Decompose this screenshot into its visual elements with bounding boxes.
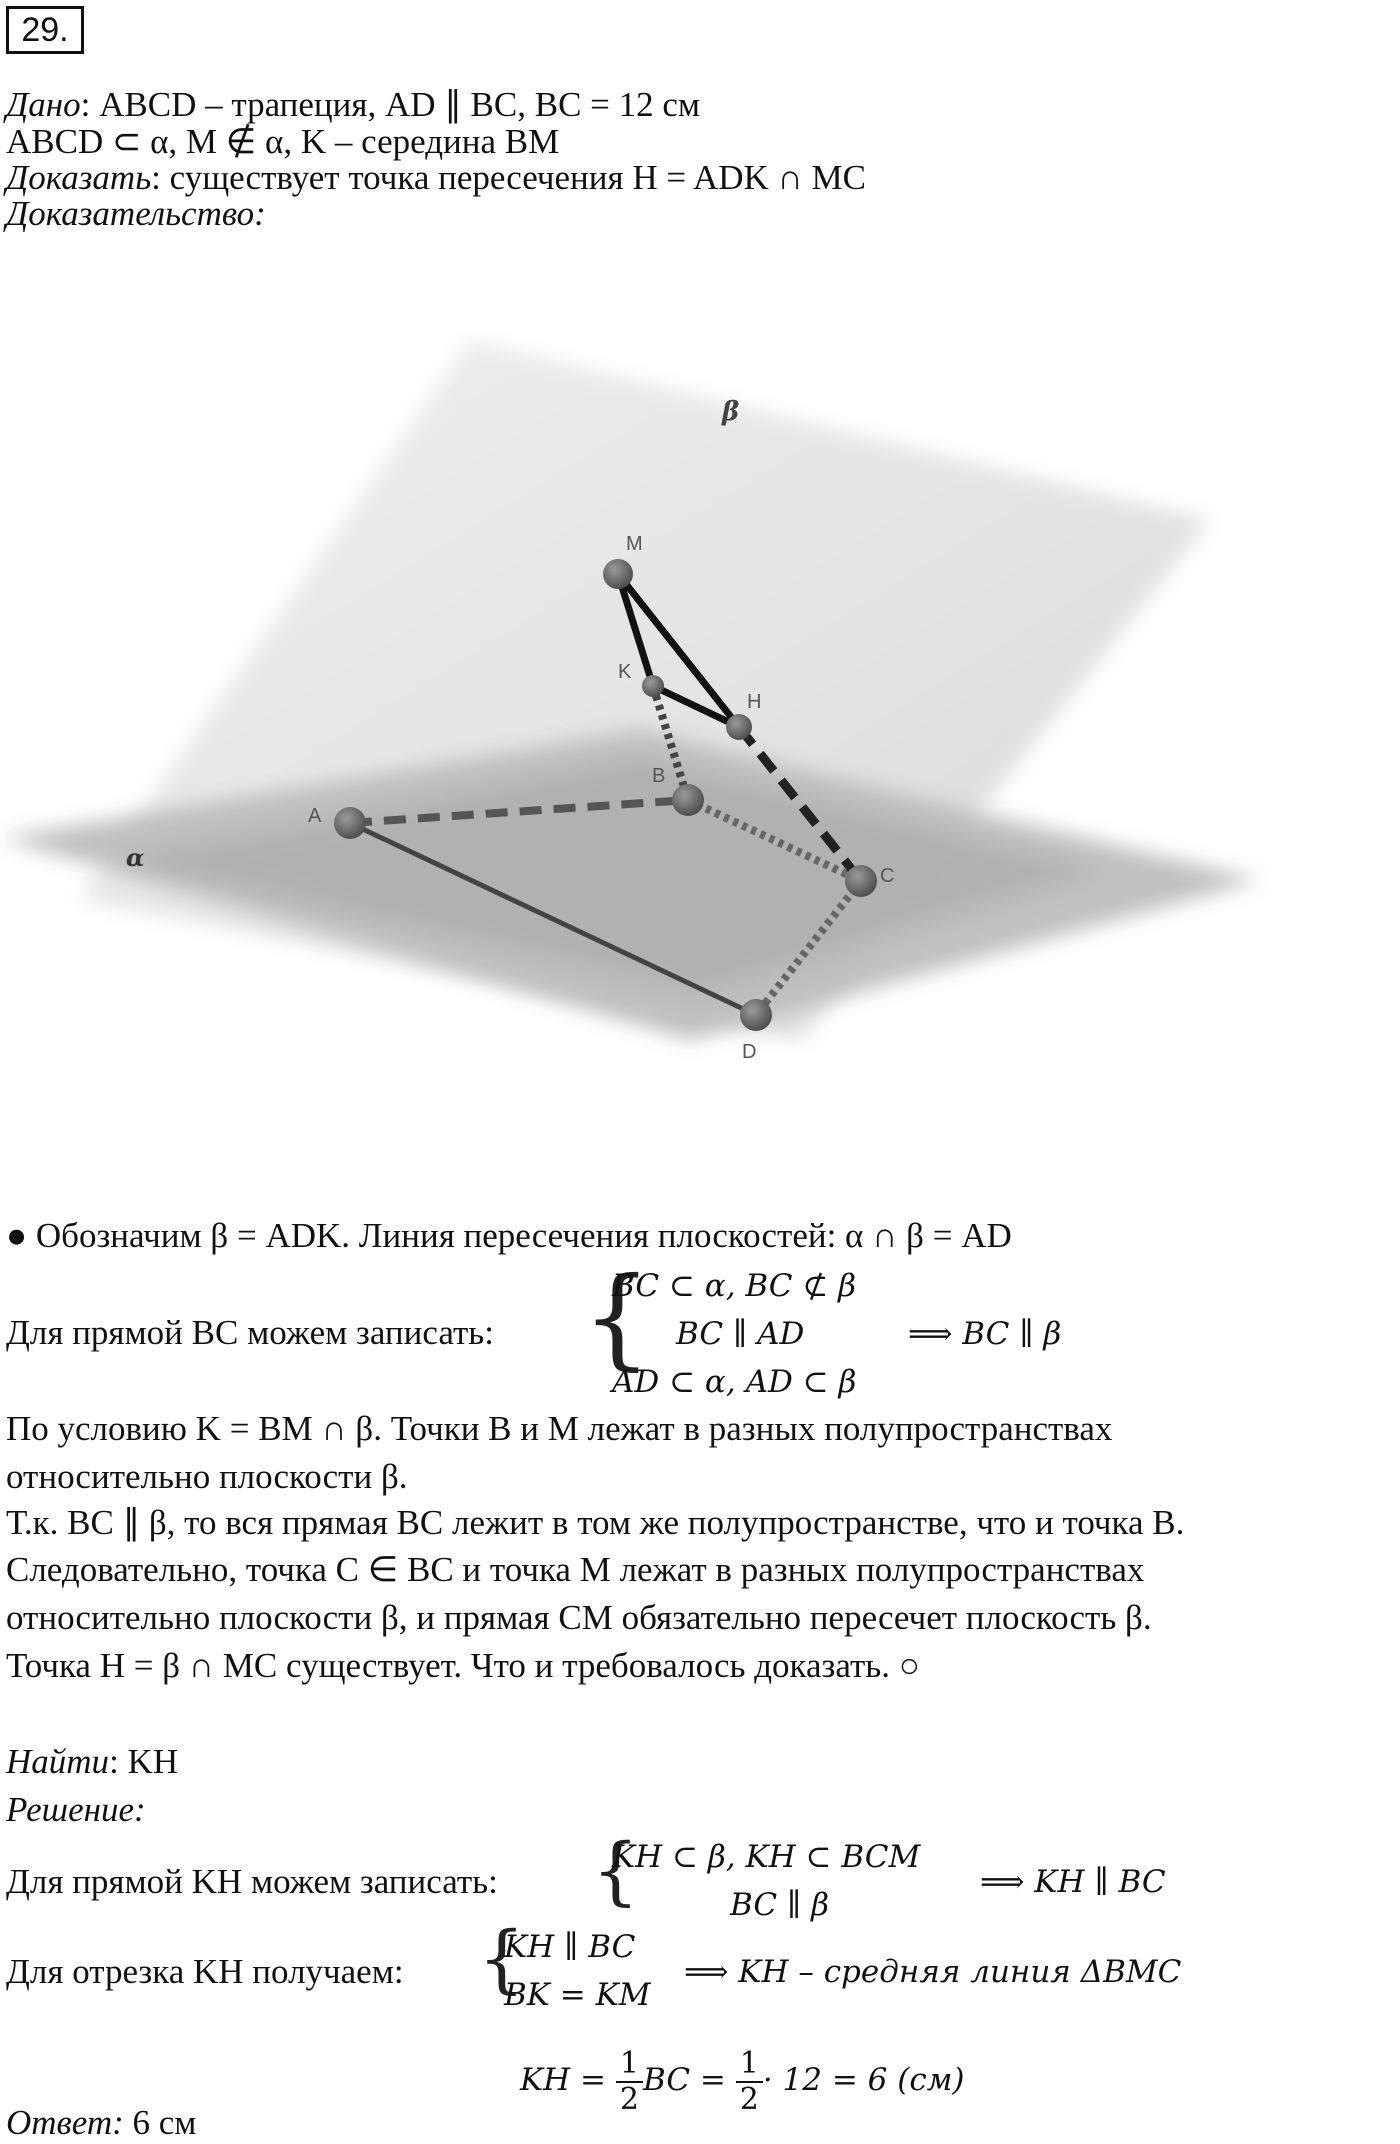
system2-row-2: BC ∥ β xyxy=(730,1887,830,1923)
system2-row-1: KH ⊂ β, KH ⊂ BCM xyxy=(612,1839,921,1875)
point-k-label: K xyxy=(618,661,632,683)
system3-row-2: BK = KM xyxy=(504,1977,651,2013)
fraction-2-den: 2 xyxy=(739,2081,759,2117)
point-m xyxy=(603,559,633,589)
proof-line-2: По условию K = BM ∩ β. Точки B и M лежат в разных полупространствах xyxy=(6,1409,1113,1448)
point-b-label: B xyxy=(652,765,666,787)
point-k xyxy=(642,675,664,697)
system3-brace: { xyxy=(478,1916,526,2002)
system3-prefix: Для отрезка KH получаем: xyxy=(6,1952,404,1991)
proof-line-7: Точка H = β ∩ MC существует. Что и требовалось доказать. ○ xyxy=(6,1646,920,1685)
point-h xyxy=(726,714,752,740)
fraction-1 xyxy=(616,2047,643,2117)
given-text-1: : ABCD – трапеция, AD ∥ BC, BC = 12 см xyxy=(80,85,701,124)
point-h-label: H xyxy=(747,691,762,713)
prove-label: Доказать xyxy=(6,158,152,197)
fraction-2 xyxy=(736,2047,763,2117)
formula-right: · 12 = 6 (см) xyxy=(762,2062,965,2098)
system1-row-1: BC ⊂ α, BC ⊄ β xyxy=(612,1268,857,1304)
point-d-label: D xyxy=(742,1041,757,1063)
point-b xyxy=(672,784,704,816)
given-line-2: ABCD ⊂ α, M ∉ α, K – середина BM xyxy=(6,122,560,161)
proof-line-6: относительно плоскости β, и прямая CM обязательно пересечет плоскость β. xyxy=(6,1598,1152,1637)
find-line xyxy=(6,1741,178,1783)
formula-mid: BC = xyxy=(642,2062,726,2098)
proof-line-5: Следовательно, точка C ∈ BC и точка M лежат в разных полупространствах xyxy=(6,1550,1145,1589)
system2-result: ⟹ KH ∥ BC xyxy=(980,1864,1166,1900)
fraction-2-num: 1 xyxy=(736,2047,763,2083)
point-a xyxy=(334,807,366,839)
formula-kh xyxy=(520,2040,965,2120)
prove-text: : существует точка пересечения H = ADK ∩ MC xyxy=(151,158,867,197)
point-c-label: C xyxy=(880,865,895,887)
plane-beta-label: β xyxy=(722,397,740,427)
answer-label: Ответ: xyxy=(6,2103,124,2142)
fraction-1-den: 2 xyxy=(619,2081,639,2117)
solution-label: Решение: xyxy=(6,1790,146,1829)
answer-line xyxy=(6,2102,196,2144)
system2-prefix: Для прямой KH можем записать: xyxy=(6,1862,498,1901)
proof-line-3: относительно плоскости β. xyxy=(6,1457,408,1496)
point-c xyxy=(845,865,877,897)
problem-number: 29. xyxy=(6,6,84,54)
point-m-label: M xyxy=(626,533,643,555)
proof-label: Доказательство: xyxy=(6,194,266,233)
system2-brace: { xyxy=(592,1828,640,1914)
point-d xyxy=(740,999,772,1031)
system1-prefix: Для прямой BC можем записать: xyxy=(6,1313,494,1352)
point-a-label: A xyxy=(308,805,322,827)
geometry-figure xyxy=(0,330,1400,1210)
find-text: : KH xyxy=(109,1742,179,1781)
answer-text: 6 см xyxy=(123,2103,197,2142)
system1-result: ⟹ BC ∥ β xyxy=(908,1316,1062,1352)
formula-left: KH = xyxy=(520,2062,607,2098)
fraction-1-num: 1 xyxy=(616,2047,643,2083)
system3-row-1: KH ∥ BC xyxy=(504,1929,636,1965)
proof-line-4: Т.к. BC ∥ β, то вся прямая BC лежит в том же полупространстве, что и точка B. xyxy=(6,1503,1185,1542)
given-label: Дано xyxy=(6,85,81,124)
find-label: Найти xyxy=(6,1742,110,1781)
system1-row-3: AD ⊂ α, AD ⊂ β xyxy=(612,1364,857,1400)
system1-brace: { xyxy=(582,1253,652,1381)
plane-alpha-label: α xyxy=(126,843,145,872)
proof-line-1: ● Обозначим β = ADK. Линия пересечения плоскостей: α ∩ β = AD xyxy=(6,1216,1012,1255)
given-line-1 xyxy=(6,84,700,126)
system3-result: ⟹ KH – средняя линия ΔBMC xyxy=(684,1954,1182,1990)
system1-row-2: BC ∥ AD xyxy=(676,1316,805,1352)
